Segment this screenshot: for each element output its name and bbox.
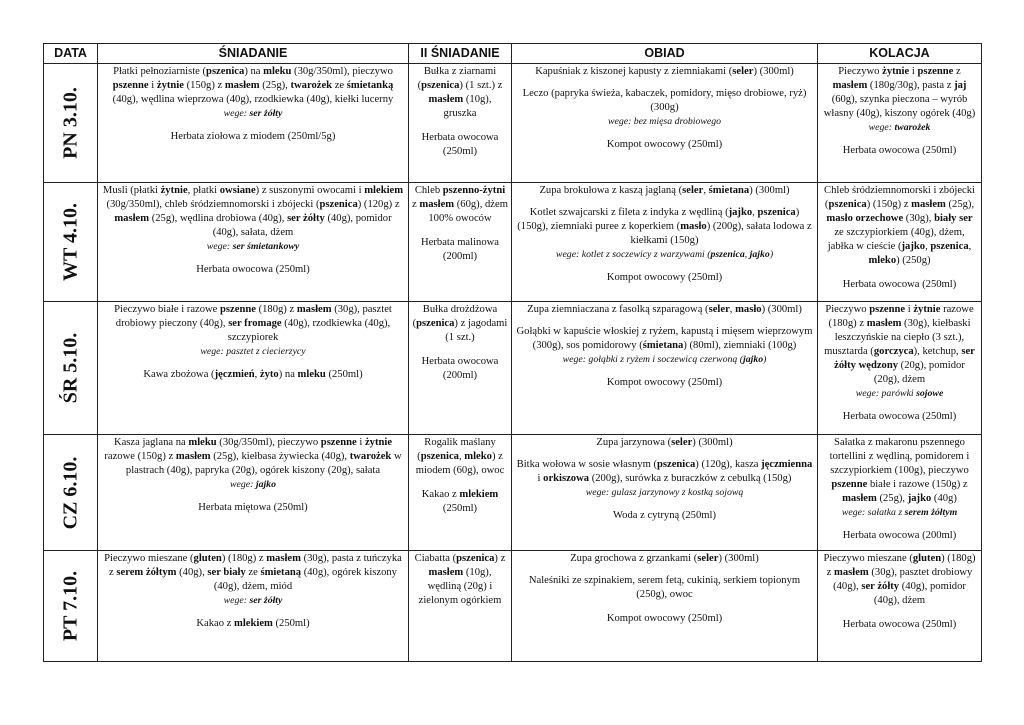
dinner-cell [818, 302, 982, 435]
dinner-cell [818, 64, 982, 183]
menu-line: Chleb pszenno-żytni z masłem (60g), dżem 100% owoców [412, 185, 508, 225]
menu-line: Herbata owocowa (250ml) [196, 264, 310, 276]
menu-line: wege: gulasz jarzynowy z kostką sojową [585, 487, 744, 499]
menu-line: Herbata owocowa (250ml) [842, 619, 957, 631]
menu-line: Pieczywo mieszane (gluten) (180g) z masłem (30g), pasztet drobiowy (40g), ser żółty (40g), pomidor (40g), dżem [823, 553, 976, 607]
meal-plan-table [43, 43, 982, 662]
header-date: DATA [44, 44, 98, 64]
menu-line: Ciabatta (pszenica) z masłem (10g), wędliną (20g) i zielonym ogórkiem [414, 553, 506, 607]
menu-line: Kakao z mlekiem (250ml) [421, 489, 499, 515]
second-breakfast-cell [409, 551, 512, 662]
day-row [44, 302, 982, 435]
menu-line: Pieczywo pszenne i żytnie razowe (180g) z masłem (30g), kiełbaski leszczyńskie na ciepło (3 szt.), musztarda (gorczyca), ketchup, ser żółty wędzony (20g), pomidor (20g), dżem [824, 304, 975, 386]
menu-line: Płatki pełnoziarniste (pszenica) na mleku (30g/350ml), pieczywo pszenne i żytnie (150g) z masłem (25g), twarożek ze śmietanką (40g), wędlina wieprzowa (40g), rzodkiewka (40g), kiełki lucerny [112, 66, 394, 106]
menu-line: Bułka drożdżowa (pszenica) z jagodami (1 szt.) [412, 304, 508, 344]
day-label-cell [44, 551, 98, 662]
day-label: ŚR 5.10. [59, 332, 82, 404]
dinner-cell [818, 435, 982, 551]
menu-line: Kotlet szwajcarski z fileta z indyka z wędliną (jajko, pszenica) (150g), ziemniaki puree z koperkiem (masło) (200g), sałata lodowa z kiełkami (150g) [517, 207, 812, 247]
menu-line: Zupa brokułowa z kaszą jaglaną (seler, śmietana) (300ml) [539, 185, 790, 196]
menu-line: Kompot owocowy (250ml) [606, 377, 723, 389]
menu-line: Musli (płatki żytnie, płatki owsiane) z suszonymi owocami i mlekiem (30g/350ml), chleb śródziemnomorski i zbójecki (pszenica) (120g) z masłem (25g), wędlina drobiowa (40g), ser żółty (40g), pomidor (40g), sałata, dżem [102, 185, 404, 239]
menu-line: wege: twarożek [868, 122, 931, 134]
menu-line: Herbata ziołowa z miodem (250ml/5g) [170, 131, 336, 143]
menu-line: Herbata owocowa (250ml) [842, 145, 957, 157]
menu-line: Zupa jarzynowa (seler) (300ml) [596, 437, 733, 448]
menu-line: Herbata owocowa (250ml) [842, 411, 957, 423]
breakfast-cell [98, 435, 409, 551]
menu-line: Zupa ziemniaczana z fasolką szparagową (seler, masło) (300ml) [527, 304, 802, 315]
menu-line: Herbata owocowa (250ml) [421, 132, 499, 158]
day-row [44, 64, 982, 183]
menu-line: Herbata malinowa (200ml) [421, 237, 499, 263]
menu-line: Kapuśniak z kiszonej kapusty z ziemniakami (seler) (300ml) [535, 66, 794, 77]
menu-line: Bitka wołowa w sosie własnym (pszenica) (120g), kasza jęczmienna i orkiszowa (200g), surówka z buraczków z cebulką (150g) [516, 459, 813, 485]
menu-line: wege: ser śmietankowy [206, 241, 300, 253]
menu-line: wege: gołąbki z ryżem i soczewicą czerwoną (jajko) [562, 354, 767, 366]
menu-line: Kompot owocowy (250ml) [606, 139, 723, 151]
menu-line: Bułka z ziarnami (pszenica) (1 szt.) z masłem (10g), gruszka [417, 66, 503, 120]
second-breakfast-cell [409, 64, 512, 183]
menu-line: Pieczywo białe i razowe pszenne (180g) z masłem (30g), pasztet drobiowy pieczony (40g), ser fromage (40g), rzodkiewka (40g), szczypiorek [114, 304, 392, 344]
day-row [44, 435, 982, 551]
menu-line: Herbata miętowa (250ml) [198, 502, 308, 514]
menu-line: Zupa grochowa z grzankami (seler) (300ml) [570, 553, 759, 564]
day-label-cell [44, 435, 98, 551]
day-label-cell [44, 302, 98, 435]
menu-line: Kawa zbożowa (jęczmień, żyto) na mleku (250ml) [143, 369, 363, 381]
menu-line: Rogalik maślany (pszenica, mleko) z miodem (60g), owoc [415, 437, 505, 477]
menu-line: wege: sałatka z serem żółtym [841, 507, 958, 519]
menu-line: Chleb śródziemnomorski i zbójecki (pszenica) (150g) z masłem (25g), masło orzechowe (30g), biały ser ze szczypiorkiem (40g), dżem, jabłka w cieście (jajko, pszenica, mleko) (250g) [824, 185, 975, 267]
menu-line: Kompot owocowy (250ml) [606, 613, 723, 625]
second-breakfast-cell [409, 183, 512, 302]
day-row [44, 183, 982, 302]
header-row [44, 44, 982, 64]
menu-line: Pieczywo mieszane (gluten) (180g) z masłem (30g), pasta z tuńczyka z serem żółtym (40g), ser biały ze śmietaną (40g), ogórek kiszony (40g), dżem, miód [104, 553, 402, 593]
header-dinner: KOLACJA [818, 44, 982, 64]
lunch-cell [512, 551, 818, 662]
menu-line: wege: parówki sojowe [855, 388, 944, 400]
menu-line: Naleśniki ze szpinakiem, serem fetą, cukinią, serkiem topionym (250g), owoc [528, 575, 801, 601]
menu-line: wege: ser żółty [223, 108, 283, 120]
menu-line: wege: kotlet z soczewicy z warzywami (pszenica, jajko) [555, 249, 774, 261]
menu-line: Pieczywo żytnie i pszenne z masłem (180g/30g), pasta z jaj (60g), szynka pieczona – wyrób własny (40g), kiszony ogórek (40g) [823, 66, 976, 120]
lunch-cell [512, 435, 818, 551]
menu-line: Sałatka z makaronu pszennego tortellini z wędliną, pomidorem i szczypiorkiem (100g), pieczywo pszenne białe i razowe (150g) z masłem (25g), jajko (40g) [829, 437, 970, 505]
menu-line: wege: jajko [230, 479, 276, 491]
day-label: PN 3.10. [59, 87, 82, 159]
dinner-cell [818, 183, 982, 302]
menu-line: wege: pasztet z ciecierzycy [200, 346, 306, 358]
second-breakfast-cell [409, 435, 512, 551]
breakfast-cell [98, 183, 409, 302]
menu-line: Herbata owocowa (250ml) [842, 279, 957, 291]
day-row [44, 551, 982, 662]
menu-line: wege: ser żółty [223, 595, 283, 607]
menu-line: wege: bez mięsa drobiowego [607, 116, 722, 128]
second-breakfast-cell [409, 302, 512, 435]
day-label-cell [44, 64, 98, 183]
breakfast-cell [98, 551, 409, 662]
menu-line: Leczo (papryka świeża, kabaczek, pomidory, mięso drobiowe, ryż) (300g) [522, 88, 807, 114]
day-label: PT 7.10. [59, 570, 82, 642]
breakfast-cell [98, 64, 409, 183]
menu-line: Woda z cytryną (250ml) [613, 510, 716, 522]
header-breakfast: ŚNIADANIE [98, 44, 409, 64]
menu-line: Herbata owocowa (200ml) [842, 530, 957, 542]
lunch-cell [512, 302, 818, 435]
menu-line: Kakao z mlekiem (250ml) [196, 618, 310, 630]
day-label: WT 4.10. [59, 203, 82, 281]
menu-line: Herbata owocowa (200ml) [421, 356, 499, 382]
day-label-cell [44, 183, 98, 302]
menu-line: Kompot owocowy (250ml) [606, 272, 723, 284]
menu-line: Kasza jaglana na mleku (30g/350ml), pieczywo pszenne i żytnie razowe (150g) z masłem (25g), kiełbasa żywiecka (40g), twarożek w plastrach (40g), papryka (20g), ogórek kiszony (20g), sałata [104, 437, 402, 477]
menu-line: Gołąbki w kapuście włoskiej z ryżem, kapustą i mięsem wieprzowym (300g), sos pomidorowy (śmietana) (80ml), ziemniaki (100g) [516, 326, 813, 352]
day-label: CZ 6.10. [59, 456, 82, 529]
lunch-cell [512, 64, 818, 183]
lunch-cell [512, 183, 818, 302]
breakfast-cell [98, 302, 409, 435]
header-second-breakfast: II ŚNIADANIE [409, 44, 512, 64]
header-lunch: OBIAD [512, 44, 818, 64]
dinner-cell [818, 551, 982, 662]
